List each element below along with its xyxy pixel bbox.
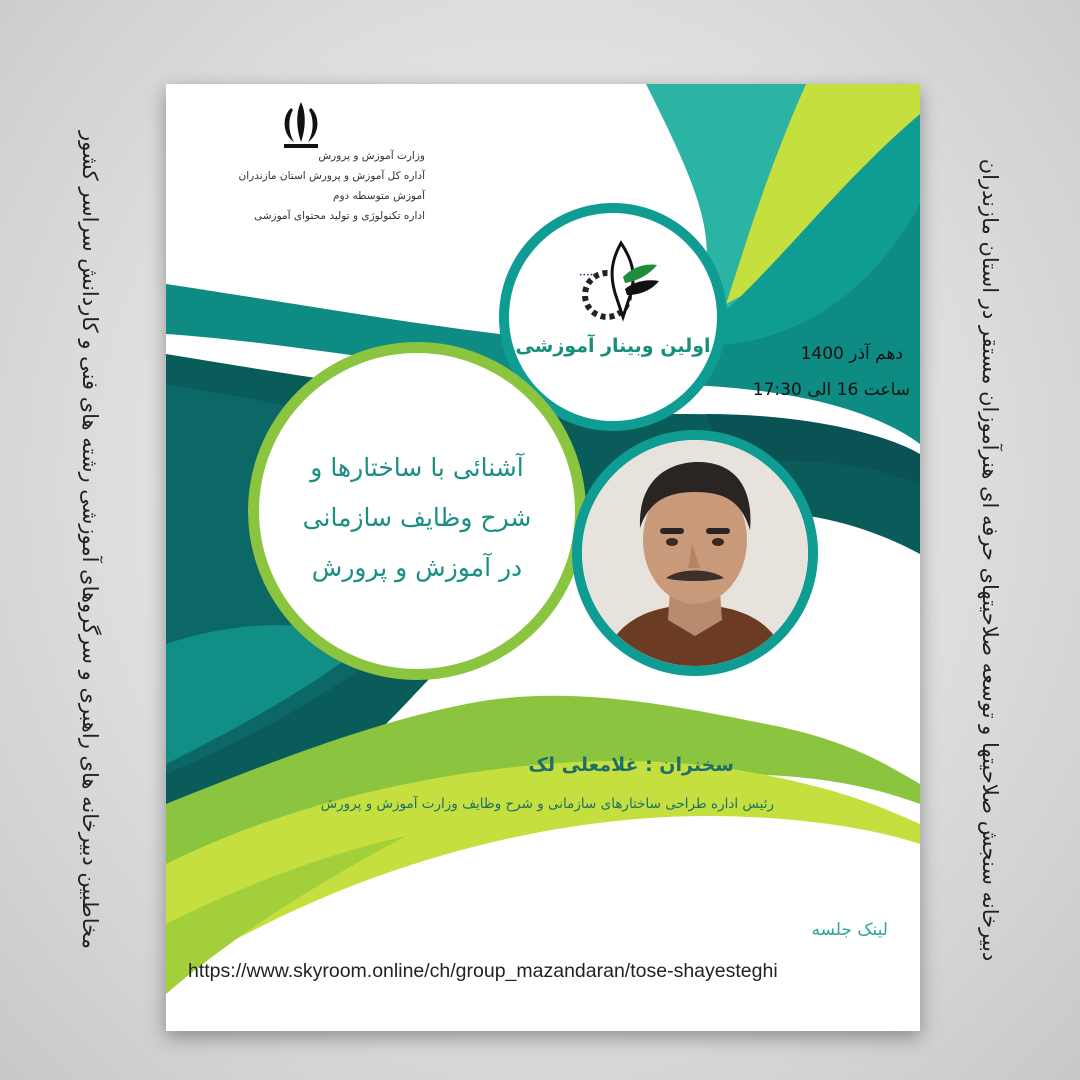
session-link-label: لینک جلسه bbox=[811, 920, 888, 940]
event-date: دهم آذر 1400 bbox=[800, 344, 903, 364]
webinar-badge-label: اولین وبینار آموزشی bbox=[515, 335, 711, 357]
ministry-line: آموزش متوسطه دوم bbox=[332, 190, 425, 202]
title-circle bbox=[248, 342, 586, 680]
audience-side-text: مخاطبین دبیرخانه های راهبری و سرگروهای آموزشی رشته های فنی و کاردانش سراسر کشور bbox=[78, 131, 102, 949]
pen-gear-leaf-logo-icon bbox=[571, 237, 666, 332]
webinar-title bbox=[269, 443, 565, 593]
iran-emblem-icon bbox=[274, 98, 328, 150]
speaker-role: رئیس اداره طراحی ساختارهای سازمانی و شرح وظایف وزارت آموزش و پرورش bbox=[320, 796, 774, 812]
secretariat-side-text: دبیرخانه سنجش صلاحیتها و توسعه صلاحیتهای حرفه ای هنرآموزان مستقر در استان مازندران bbox=[978, 158, 1002, 962]
title-line: در آموزش و پرورش bbox=[311, 553, 523, 582]
ministry-line: اداره تکنولوژی و تولید محتوای آموزشی bbox=[253, 210, 425, 222]
session-link-url[interactable]: https://www.skyroom.online/ch/group_mazandaran/tose-shayesteghi bbox=[188, 960, 778, 982]
speaker-photo bbox=[572, 430, 818, 676]
title-line: آشنائی با ساختارها و bbox=[310, 453, 524, 482]
speaker-name: سخنران : غلامعلی لک bbox=[528, 754, 734, 776]
title-line: شرح وظایف سازمانی bbox=[302, 503, 532, 532]
ministry-line: آداره کل آموزش و پرورش استان مازندران bbox=[238, 170, 425, 182]
ministry-header bbox=[166, 146, 425, 226]
event-time: ساعت 16 الی 17:30 bbox=[752, 380, 910, 400]
speaker-portrait-icon bbox=[582, 440, 808, 666]
webinar-poster bbox=[166, 84, 920, 1031]
ministry-line: وزارت آموزش و پرورش bbox=[318, 150, 425, 162]
svg-text:•••••: ••••• bbox=[579, 272, 597, 279]
